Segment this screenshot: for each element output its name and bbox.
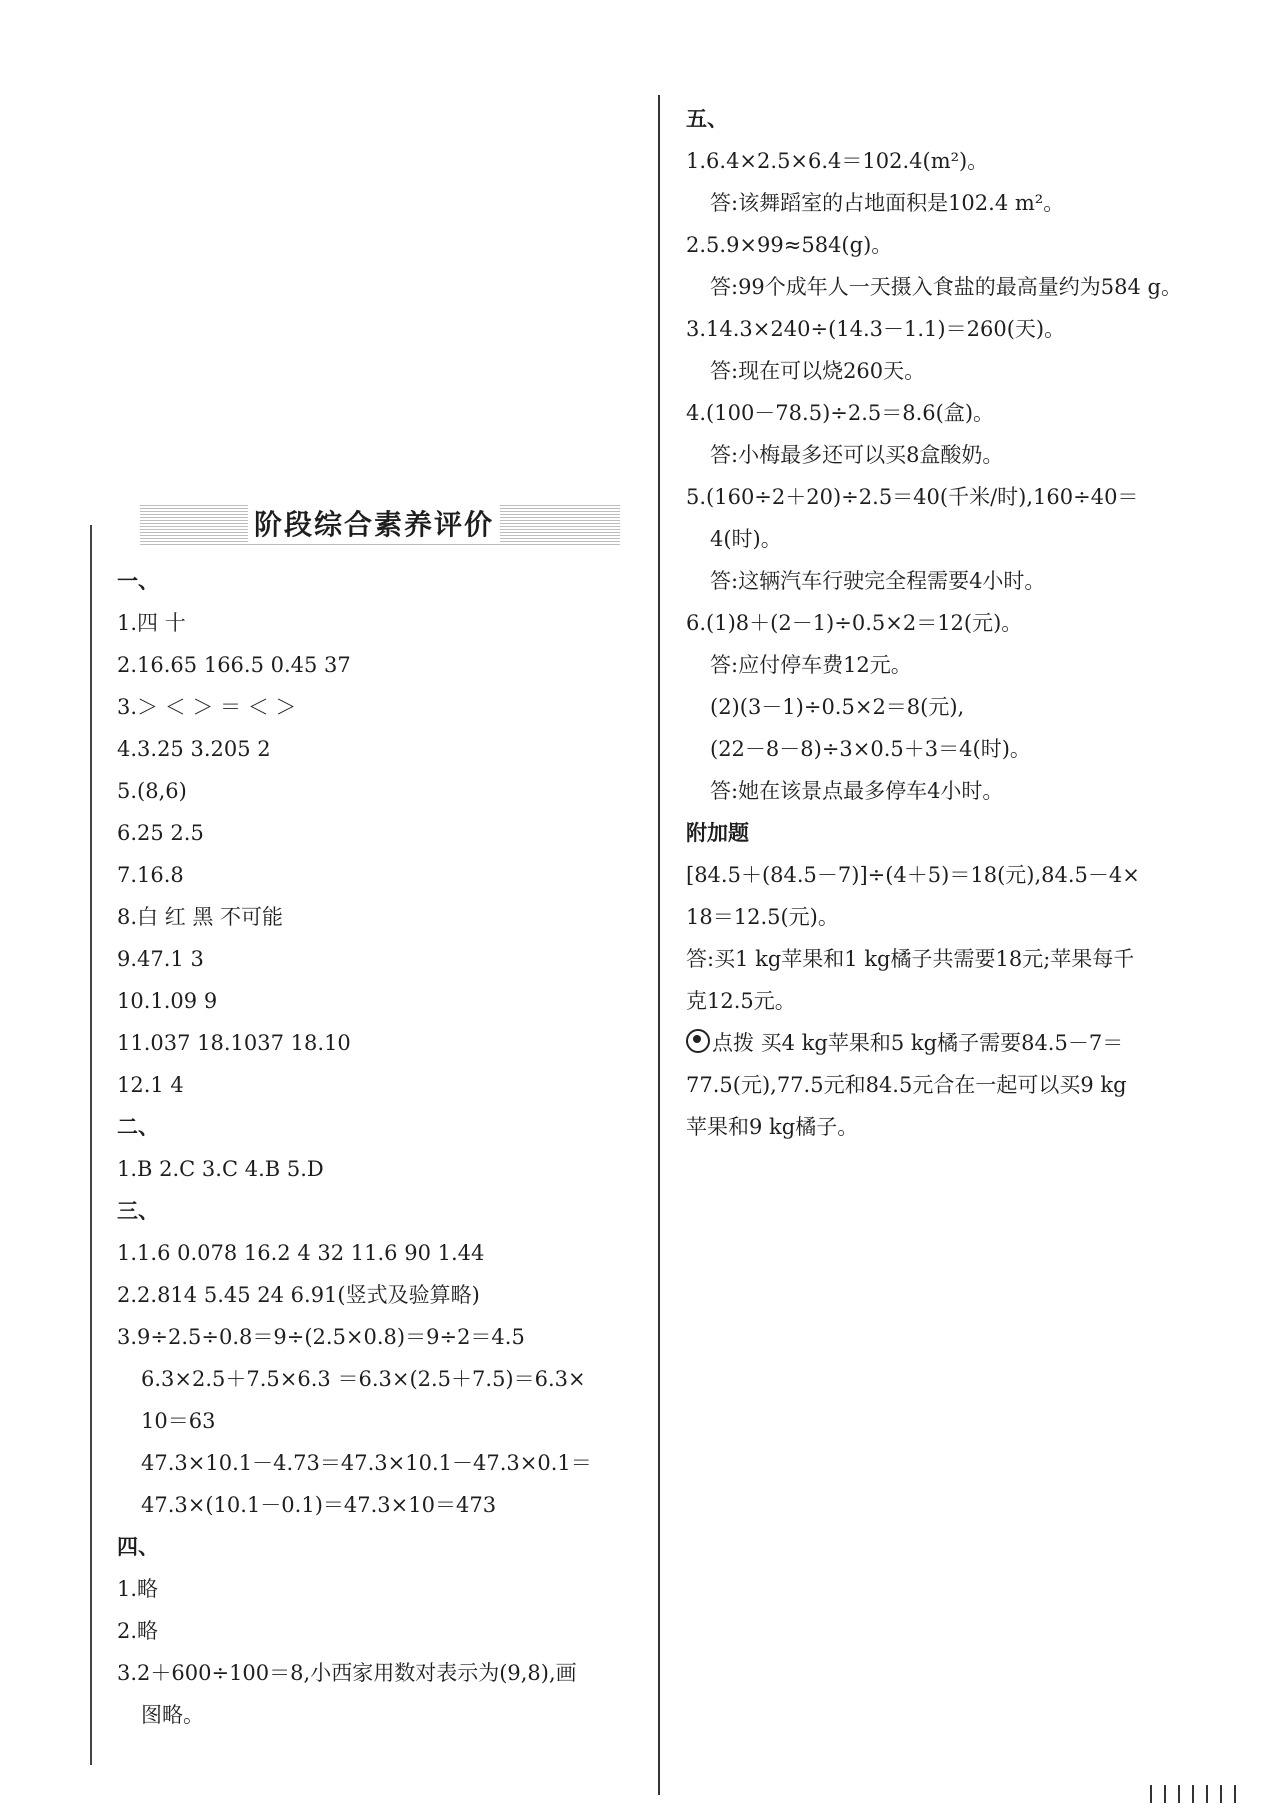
answer-line: 6.25 2.5: [117, 821, 204, 845]
answer-line: 3.＞ ＜ ＞ ＝ ＜ ＞: [117, 695, 297, 719]
answer-line: 7.16.8: [117, 863, 184, 887]
answer-line: 4.(100－78.5)÷2.5＝8.6(盒)。: [686, 401, 995, 425]
answer-line: 苹果和9 kg橘子。: [686, 1115, 859, 1139]
answer-line: (22－8－8)÷3×0.5＋3＝4(时)。: [710, 737, 1031, 761]
answer-line: 77.5(元),77.5元和84.5元合在一起可以买9 kg: [686, 1073, 1127, 1097]
answer-line: [84.5＋(84.5－7)]÷(4＋5)＝18(元),84.5－4×: [686, 863, 1140, 887]
answer-line: 10＝63: [141, 1409, 216, 1433]
answer-line: 答:买1 kg苹果和1 kg橘子共需要18元;苹果每千: [686, 947, 1135, 971]
answer-line: 10.1.09 9: [117, 989, 218, 1013]
answer-line: 6.(1)8＋(2－1)÷0.5×2＝12(元)。: [686, 611, 1023, 635]
answer-line: 9.47.1 3: [117, 947, 204, 971]
answer-line: 2.5.9×99≈584(g)。: [686, 233, 893, 257]
left-column: [117, 560, 647, 1736]
part-heading: 三、: [117, 1199, 159, 1223]
tip-icon: [686, 1029, 710, 1053]
answer-line: 18＝12.5(元)。: [686, 905, 839, 929]
answer-line: (2)(3－1)÷0.5×2＝8(元),: [710, 695, 965, 719]
bonus-heading: 附加题: [686, 821, 749, 845]
binding-marks: [1150, 1785, 1240, 1803]
part-heading: 四、: [117, 1535, 159, 1559]
answer-line: 2.2.814 5.45 24 6.91(竖式及验算略): [117, 1283, 480, 1307]
column-divider: [658, 95, 660, 1795]
answer-line: 8.白 红 黑 不可能: [117, 905, 284, 929]
part-heading: 二、: [117, 1115, 159, 1139]
answer-line: 1.B 2.C 3.C 4.B 5.D: [117, 1157, 324, 1181]
answer-line: 1.略: [117, 1577, 159, 1601]
answer-line: 3.2＋600÷100＝8,小西家用数对表示为(9,8),画: [117, 1661, 577, 1685]
answer-line: 答:99个成年人一天摄入食盐的最高量约为584 g。: [710, 275, 1182, 299]
answer-line: 答:她在该景点最多停车4小时。: [710, 779, 1004, 803]
answer-line: 2.16.65 166.5 0.45 37: [117, 653, 351, 677]
answer-line: 12.1 4: [117, 1073, 184, 1097]
answer-line: 4(时)。: [710, 527, 782, 551]
answer-line: 47.3×10.1－4.73＝47.3×10.1－47.3×0.1＝: [141, 1451, 592, 1475]
answer-line: 答:这辆汽车行驶完全程需要4小时。: [710, 569, 1046, 593]
answer-line: 答:该舞蹈室的占地面积是102.4 m²。: [710, 191, 1065, 215]
answer-line: 图略。: [141, 1703, 204, 1727]
answer-line: 答:应付停车费12元。: [710, 653, 912, 677]
answer-line: 3.9÷2.5÷0.8＝9÷(2.5×0.8)＝9÷2＝4.5: [117, 1325, 525, 1349]
answer-line: 4.3.25 3.205 2: [117, 737, 271, 761]
answer-line: 3.14.3×240÷(14.3－1.1)＝260(天)。: [686, 317, 1066, 341]
right-column: [686, 98, 1206, 1148]
section-title: 阶段综合素养评价: [248, 503, 500, 543]
answer-line: 5.(160÷2＋20)÷2.5＝40(千米/时),160÷40＝: [686, 485, 1139, 509]
answer-line: 11.037 18.1037 18.10: [117, 1031, 351, 1055]
part-heading: 五、: [686, 107, 728, 131]
left-margin-rule: [90, 525, 92, 1765]
answer-line: 1.四 十: [117, 611, 186, 635]
part-heading: 一、: [117, 569, 159, 593]
answer-line: 1.6.4×2.5×6.4＝102.4(m²)。: [686, 149, 989, 173]
answer-line: 答:小梅最多还可以买8盒酸奶。: [710, 443, 1004, 467]
tip-text: 点拨 买4 kg苹果和5 kg橘子需要84.5－7＝: [712, 1031, 1124, 1055]
answer-line: 1.1.6 0.078 16.2 4 32 11.6 90 1.44: [117, 1241, 485, 1265]
answer-line: 5.(8,6): [117, 779, 187, 803]
answer-line: 47.3×(10.1－0.1)＝47.3×10＝473: [141, 1493, 497, 1517]
answer-line: 2.略: [117, 1619, 159, 1643]
answer-line: 克12.5元。: [686, 989, 796, 1013]
answer-line: 6.3×2.5＋7.5×6.3 ＝6.3×(2.5＋7.5)＝6.3×: [141, 1367, 586, 1391]
tip-line: [686, 1022, 1206, 1064]
answer-line: 答:现在可以烧260天。: [710, 359, 926, 383]
